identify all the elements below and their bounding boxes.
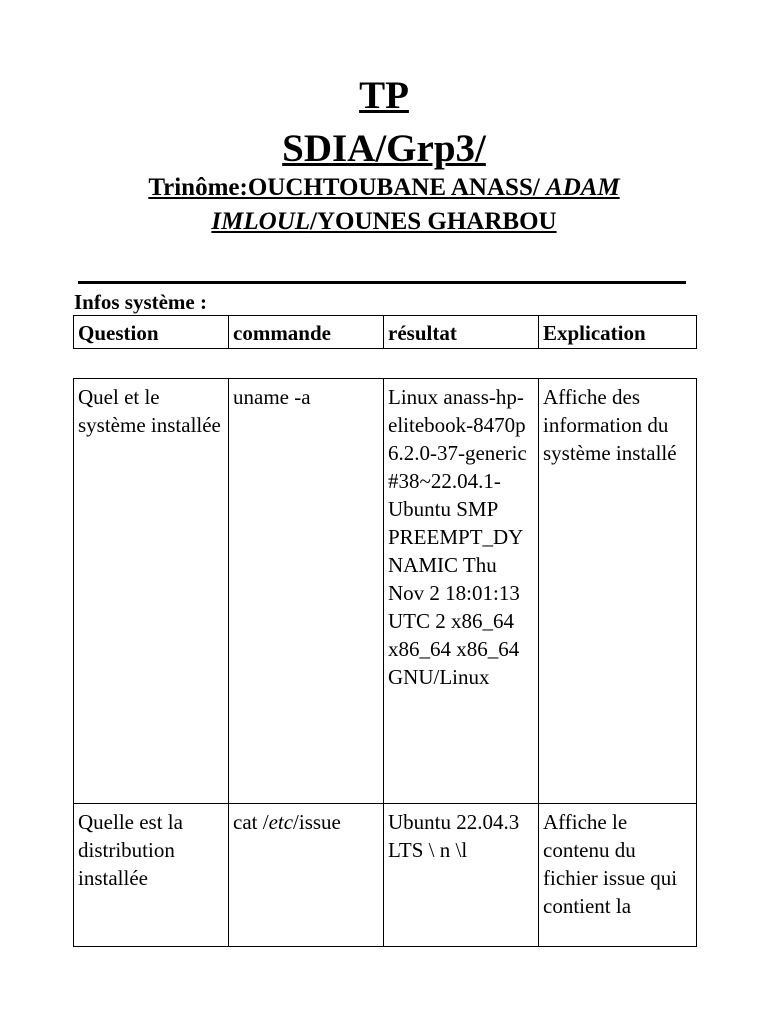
command-italic: etc	[268, 810, 294, 834]
table-row	[74, 379, 697, 804]
cell-command	[229, 804, 384, 947]
cell-command: uname -a	[229, 379, 384, 804]
cell-question: Quel et le système installée	[74, 379, 229, 804]
subtitle-team-members	[60, 171, 708, 239]
horizontal-rule	[78, 281, 686, 284]
command-suffix: /issue	[293, 810, 341, 834]
title-line-2: SDIA/Grp3/	[282, 127, 486, 170]
cell-result: Linux anass-hp-elitebook-8470p 6.2.0-37-generic #38~22.04.1-Ubuntu SMP PREEMPT_DYNAMIC Thu Nov 2 18:01:13 UTC 2 x86_64 x86_64 x86_64 GNU/Linux	[384, 379, 539, 804]
header-explanation: Explication	[539, 316, 697, 349]
table-row	[74, 804, 697, 947]
data-table	[73, 378, 697, 947]
header-command: commande	[229, 316, 384, 349]
cell-explanation: Affiche le contenu du fichier issue qui contient la	[539, 804, 697, 947]
title-line-1-wrapper	[0, 72, 768, 119]
subtitle-prefix: Trinôme:OUCHTOUBANE ANASS/	[148, 174, 547, 201]
cell-question: Quelle est la distribution installée	[74, 804, 229, 947]
cell-explanation: Affiche des information du système installé	[539, 379, 697, 804]
command-prefix: cat /	[233, 810, 269, 834]
header-table	[73, 315, 697, 349]
subtitle-italic-name: ADAM IMLOUL	[211, 174, 620, 235]
cell-result: Ubuntu 22.04.3 LTS \ n \l	[384, 804, 539, 947]
header-question: Question	[74, 316, 229, 349]
subtitle-suffix: /YOUNES GHARBOU	[310, 208, 557, 235]
header-result: résultat	[384, 316, 539, 349]
title-line-2-wrapper	[0, 125, 768, 172]
section-label: Infos système :	[74, 290, 207, 314]
title-line-1: TP	[359, 74, 409, 117]
header-row	[74, 316, 697, 349]
